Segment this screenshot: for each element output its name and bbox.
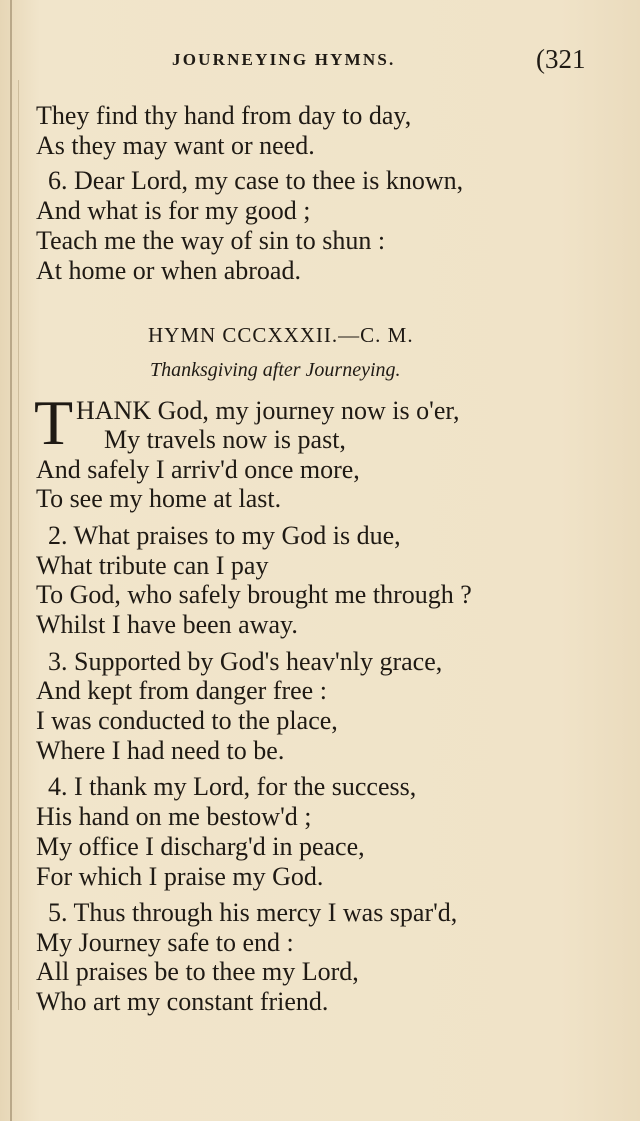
verse-line: 5. Thus through his mercy I was spar'd,: [48, 898, 458, 927]
page-number: (321: [536, 44, 586, 74]
verse-line: 3. Supported by God's heav'nly grace,: [48, 647, 443, 676]
verse-line: I was conducted to the place,: [36, 706, 338, 735]
verse-line: Who art my constant friend.: [36, 987, 329, 1016]
hymn-title: HYMN CCCXXXII.—C. M.: [148, 323, 414, 347]
running-title: JOURNEYING HYMNS.: [172, 50, 396, 69]
verse-line: And safely I arriv'd once more,: [36, 455, 360, 484]
verse-line: At home or when abroad.: [36, 256, 301, 285]
verse-line: And kept from danger free :: [36, 676, 327, 705]
verse-line: HANK God, my journey now is o'er,: [76, 396, 460, 425]
verse-line: All praises be to thee my Lord,: [36, 957, 359, 986]
verse-line: 4. I thank my Lord, for the success,: [48, 772, 417, 801]
verse-line: 2. What praises to my God is due,: [48, 521, 401, 550]
verse-line: Whilst I have been away.: [36, 610, 298, 639]
verse-line: What tribute can I pay: [36, 551, 269, 580]
verse-line: Teach me the way of sin to shun :: [36, 226, 386, 255]
verse-line: As they may want or need.: [36, 131, 315, 160]
page-gutter-line: [10, 0, 12, 1121]
hymn-subtitle: Thanksgiving after Journeying.: [150, 359, 401, 381]
verse-line: For which I praise my God.: [36, 862, 324, 891]
verse-line: My Journey safe to end :: [36, 928, 294, 957]
verse-line: To God, who safely brought me through ?: [36, 580, 472, 609]
verse-line: His hand on me bestow'd ;: [36, 802, 312, 831]
verse-line: And what is for my good ;: [36, 196, 311, 225]
drop-cap: T: [34, 387, 74, 458]
verse-line: My office I discharg'd in peace,: [36, 832, 365, 861]
verse-line: They find thy hand from day to day,: [36, 101, 412, 130]
page-header: [0, 44, 640, 78]
verse-line: To see my home at last.: [36, 484, 282, 513]
verse-line: Where I had need to be.: [36, 736, 285, 765]
verse-line: My travels now is past,: [104, 425, 346, 454]
page-gutter-shadow: [18, 80, 19, 1010]
verse-line: 6. Dear Lord, my case to thee is known,: [48, 166, 464, 195]
